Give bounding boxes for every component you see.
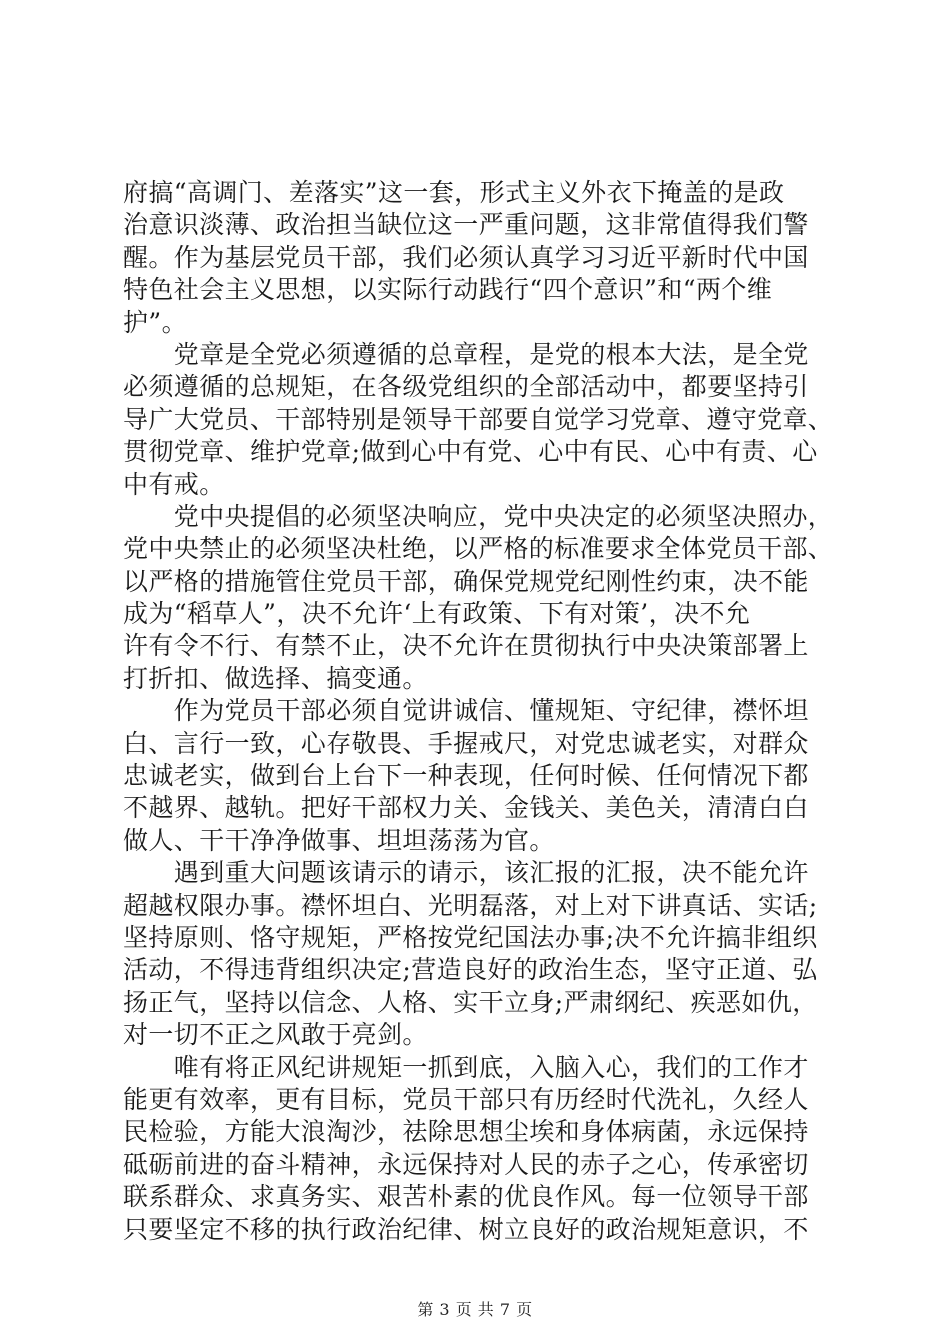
text-line: 作为党员干部必须自觉讲诚信、懂规矩、守纪律，襟怀坦 <box>123 696 809 726</box>
text-line: 白、言行一致，心存敬畏、手握戒尺，对党忠诚老实，对群众 <box>123 728 809 758</box>
text-line: 砥砺前进的奋斗精神，永远保持对人民的赤子之心，传承密切 <box>123 1149 809 1179</box>
text-line: 唯有将正风纪讲规矩一抓到底，入脑入心，我们的工作才 <box>123 1052 809 1082</box>
text-line: 中有戒。 <box>123 469 225 499</box>
text-line: 扬正气，坚持以信念、人格、实干立身;严肃纲纪、疾恶如仇， <box>123 987 818 1017</box>
text-line: 活动，不得违背组织决定;营造良好的政治生态，坚守正道、弘 <box>123 955 818 985</box>
text-line: 对一切不正之风敢于亮剑。 <box>123 1020 428 1050</box>
text-line: 必须遵循的总规矩，在各级党组织的全部活动中，都要坚持引 <box>123 372 809 402</box>
text-line: 护”。 <box>123 307 187 337</box>
text-line: 能更有效率，更有目标，党员干部只有历经时代洗礼，久经人 <box>123 1084 809 1114</box>
text-line: 成为“稻草人”，决不允许‘上有政策、下有对策’，决不允 <box>123 599 751 629</box>
text-line: 府搞“高调门、差落实”这一套，形式主义外衣下掩盖的是政 <box>123 178 785 207</box>
text-line: 坚持原则、恪守规矩，严格按党纪国法办事;决不允许搞非组织 <box>123 922 818 952</box>
text-line: 联系群众、求真务实、艰苦朴素的优良作风。每一位领导干部 <box>123 1182 809 1212</box>
text-line: 民检验，方能大浪淘沙，祛除思想尘埃和身体病菌，永远保持 <box>123 1117 809 1147</box>
text-line: 醒。作为基层党员干部，我们必须认真学习习近平新时代中国 <box>123 242 809 272</box>
text-line: 治意识淡薄、政治担当缺位这一严重问题，这非常值得我们警 <box>123 210 809 240</box>
text-line: 做人、干干净净做事、坦坦荡荡为官。 <box>123 825 555 855</box>
text-line: 以严格的措施管住党员干部，确保党规党纪刚性约束，决不能 <box>123 566 809 596</box>
text-line: 只要坚定不移的执行政治纪律、树立良好的政治规矩意识，不 <box>123 1214 809 1244</box>
text-line: 党中央提倡的必须坚决响应，党中央决定的必须坚决照办， <box>123 501 834 531</box>
text-line: 许有令不行、有禁不止，决不允许在贯彻执行中央决策部署上 <box>123 631 809 661</box>
text-line: 党中央禁止的必须坚决杜绝，以严格的标准要求全体党员干部、 <box>123 534 834 564</box>
text-line: 超越权限办事。襟怀坦白、光明磊落，对上对下讲真话、实话; <box>123 890 818 920</box>
text-line: 特色社会主义思想，以实际行动践行“四个意识”和“两个维 <box>123 275 773 305</box>
text-line: 党章是全党必须遵循的总章程，是党的根本大法，是全党 <box>123 339 809 369</box>
text-line: 忠诚老实，做到台上台下一种表现，任何时候、任何情况下都 <box>123 761 809 791</box>
document-body <box>123 177 833 1246</box>
text-line: 导广大党员、干部特别是领导干部要自觉学习党章、遵守党章、 <box>123 404 834 434</box>
text-line: 不越界、越轨。把好干部权力关、金钱关、美色关，清清白白 <box>123 793 809 823</box>
text-line: 贯彻党章、维护党章;做到心中有党、心中有民、心中有责、心 <box>123 437 818 467</box>
page-footer: 第 3 页 共 7 页 <box>417 1300 533 1319</box>
text-line: 遇到重大问题该请示的请示，该汇报的汇报，决不能允许 <box>123 858 809 888</box>
text-line: 打折扣、做选择、搞变通。 <box>123 663 428 693</box>
